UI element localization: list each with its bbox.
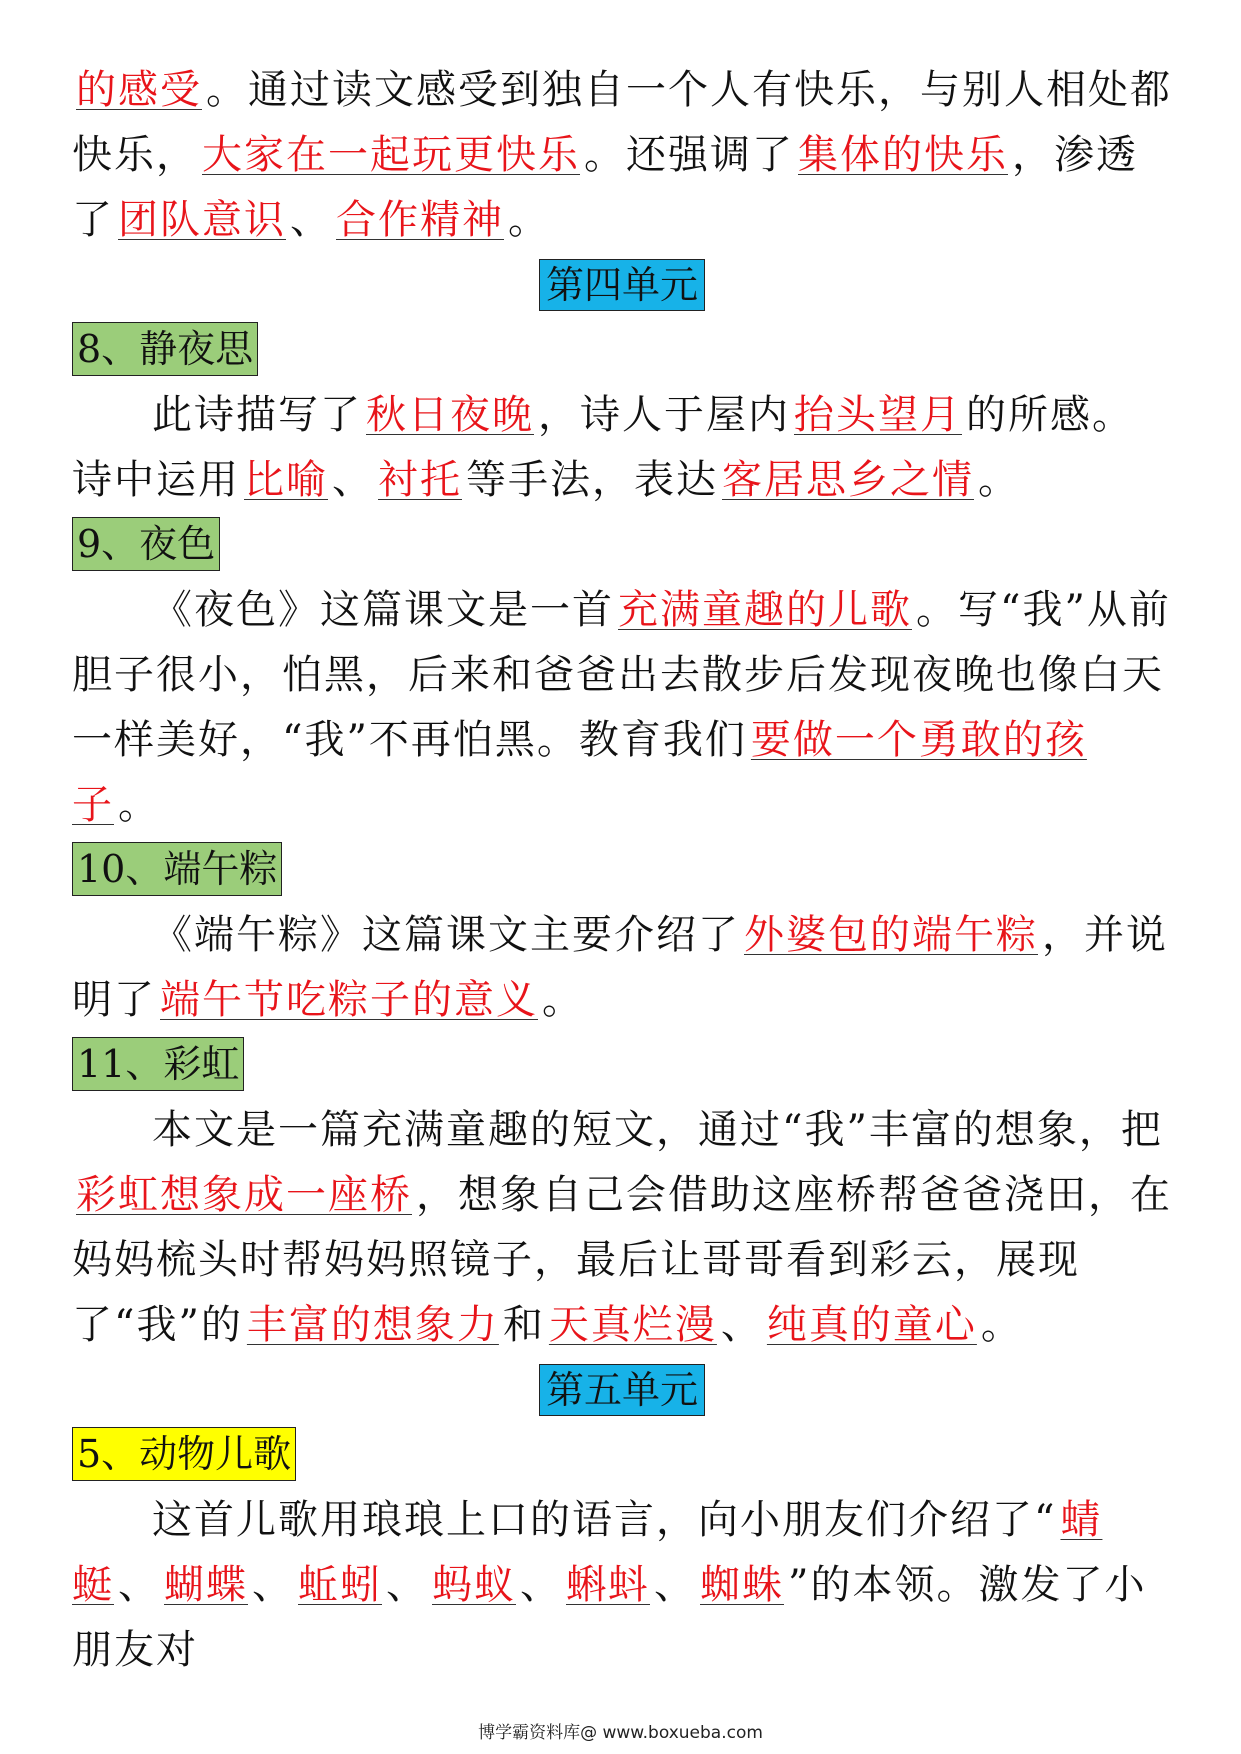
text: 、 bbox=[520, 1562, 562, 1608]
text: 、 bbox=[118, 1562, 160, 1608]
text: 。还强调了 bbox=[584, 132, 794, 178]
highlight: 蝌蚪 bbox=[566, 1562, 650, 1608]
text: 、 bbox=[654, 1562, 696, 1608]
text: 和 bbox=[502, 1302, 545, 1348]
highlight: 的感受 bbox=[76, 67, 202, 113]
highlight: 秋日夜晚 bbox=[366, 392, 534, 438]
text: 。 bbox=[980, 1302, 1023, 1348]
highlight: 丰富的想象力 bbox=[246, 1302, 499, 1348]
highlight: 纯真的童心 bbox=[766, 1302, 977, 1348]
highlight: 端午节吃粽子的意义 bbox=[160, 977, 538, 1023]
lesson-heading-5 bbox=[72, 1423, 1172, 1488]
paragraph-lesson-8 bbox=[72, 383, 1172, 513]
text: 《夜色》这篇课文是一首 bbox=[152, 587, 614, 633]
lesson-heading-9 bbox=[72, 513, 1172, 578]
highlight: 蜻蜓 bbox=[72, 1497, 1103, 1608]
unit-heading-5 bbox=[72, 1358, 1172, 1423]
lesson-heading-10 bbox=[72, 838, 1172, 903]
highlight: 充满童趣的儿歌 bbox=[618, 587, 912, 633]
highlight: 比喻 bbox=[244, 457, 328, 503]
lesson-title: 10、端午粽 bbox=[72, 842, 282, 896]
paragraph-lesson-9 bbox=[72, 578, 1172, 838]
text: 、 bbox=[720, 1302, 763, 1348]
highlight: 蝴蝶 bbox=[164, 1562, 248, 1608]
text: 等手法，表达 bbox=[466, 457, 718, 503]
unit-heading-4 bbox=[72, 253, 1172, 318]
highlight: 天真烂漫 bbox=[548, 1302, 717, 1348]
lesson-title: 9、夜色 bbox=[72, 517, 220, 571]
text: 、 bbox=[386, 1562, 428, 1608]
text: 。 bbox=[118, 782, 160, 828]
text: 。 bbox=[508, 197, 550, 243]
text: 《端午粽》这篇课文主要介绍了 bbox=[152, 912, 740, 958]
lesson-title: 5、动物儿歌 bbox=[72, 1427, 296, 1481]
text: 。 bbox=[978, 457, 1020, 503]
text: ，诗人于屋内 bbox=[538, 392, 790, 438]
highlight: 蚯蚓 bbox=[298, 1562, 382, 1608]
text: ，渗透了 bbox=[72, 132, 1138, 243]
text: ”的本领。激发了小朋友对 bbox=[72, 1562, 1147, 1673]
text: ，并说明了 bbox=[72, 912, 1168, 1023]
document-page bbox=[72, 58, 1172, 1683]
text: 这首儿歌用琅琅上口的语言，向小朋友们介绍了“ bbox=[152, 1497, 1057, 1543]
paragraph-lesson-5 bbox=[72, 1488, 1172, 1683]
highlight: 蚂蚁 bbox=[432, 1562, 516, 1608]
lesson-heading-8 bbox=[72, 318, 1172, 383]
text: 、 bbox=[252, 1562, 294, 1608]
text: 此诗描写了 bbox=[152, 392, 362, 438]
text: ，想象自己会借助这座桥帮爸爸浇田，在妈妈梳头时帮妈妈照镜子，最后让哥哥看到彩云，展现了“我”的 bbox=[72, 1172, 1172, 1348]
highlight: 客居思乡之情 bbox=[722, 457, 974, 503]
lesson-title: 8、静夜思 bbox=[72, 322, 258, 376]
lesson-heading-11 bbox=[72, 1033, 1172, 1098]
highlight: 蜘蛛 bbox=[700, 1562, 784, 1608]
unit-title: 第五单元 bbox=[539, 1364, 705, 1416]
highlight: 要做一个勇敢的孩子 bbox=[72, 717, 1087, 828]
paragraph-lesson-11 bbox=[72, 1098, 1172, 1358]
text: 。写“我”从前胆子很小，怕黑，后来和爸爸出去散步后发现夜晚也像白天一样美好，“我”不再怕黑。教育我们 bbox=[72, 587, 1171, 763]
text: 。通过读文感受到独自一个人有快乐，与别人相处都快乐， bbox=[72, 67, 1172, 178]
text: 、 bbox=[332, 457, 374, 503]
text: 、 bbox=[290, 197, 332, 243]
highlight: 外婆包的端午粽 bbox=[744, 912, 1038, 958]
text: 。 bbox=[542, 977, 584, 1023]
highlight: 大家在一起玩更快乐 bbox=[202, 132, 580, 178]
highlight: 衬托 bbox=[378, 457, 462, 503]
text: 本文是一篇充满童趣的短文，通过“我”丰富的想象，把 bbox=[152, 1107, 1163, 1153]
footer-watermark: 博学霸资料库@ www.boxueba.com bbox=[478, 1723, 763, 1743]
paragraph-lesson-10 bbox=[72, 903, 1172, 1033]
highlight: 彩虹想象成一座桥 bbox=[76, 1172, 412, 1218]
lesson-title: 11、彩虹 bbox=[72, 1037, 244, 1091]
highlight: 团队意识 bbox=[118, 197, 286, 243]
text: 的所感。诗中运用 bbox=[72, 392, 1134, 503]
highlight: 合作精神 bbox=[336, 197, 504, 243]
highlight: 抬头望月 bbox=[794, 392, 962, 438]
unit-title: 第四单元 bbox=[539, 259, 705, 311]
paragraph-intro bbox=[72, 58, 1172, 253]
highlight: 集体的快乐 bbox=[798, 132, 1008, 178]
